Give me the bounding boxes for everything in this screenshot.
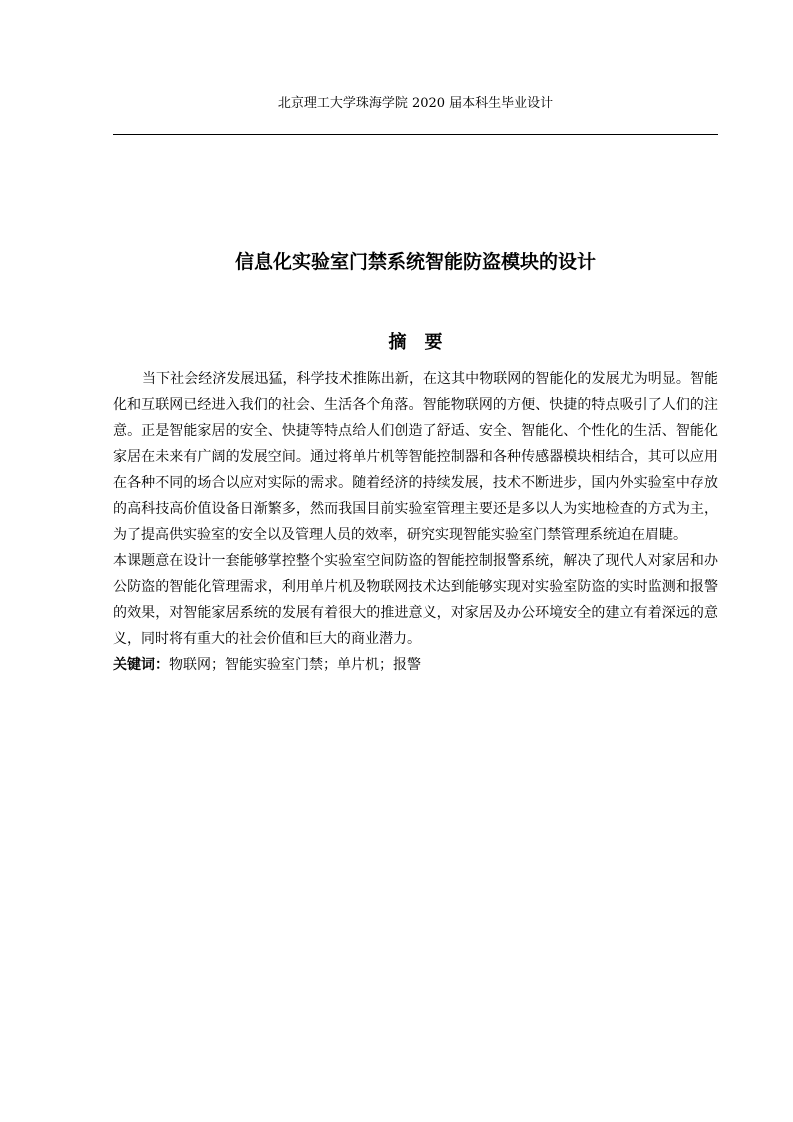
keywords-label: 关键词： [113,657,169,673]
abstract-paragraph-1: 当下社会经济发展迅猛，科学技术推陈出新，在这其中物联网的智能化的发展尤为明显。智能化和互联网已经进入我们的社会、生活各个角落。智能物联网的方便、快捷的特点吸引了人们的注意。正是智能家居的安全、快捷等特点给人们创造了舒适、安全、智能化、个性化的生活、智能化家居在未来有广阔的发展空间。通过将单片机等智能控制器和各种传感器模块相结合，其可以应用在各种不同的场合以应对实际的需求。随着经济的持续发展，技术不断进步，国内外实验室中存放的高科技高价值设备日渐繁多，然而我国目前实验室管理主要还是多以人为实地检查的方式为主，为了提高供实验室的安全以及管理人员的效率，研究实现智能实验室门禁管理系统迫在眉睫。 [113,371,718,543]
thesis-title: 信息化实验室门禁系统智能防盗模块的设计 [234,251,596,273]
abstract-paragraph-2: 本课题意在设计一套能够掌控整个实验室空间防盗的智能控制报警系统，解决了现代人对家居和办公防盗的智能化管理需求，利用单片机及物联网技术达到能够实现对实验室防盗的实时监测和报警的效果，对智能家居系统的发展有着很大的推进意义，对家居及办公环境安全的建立有着深远的意义，同时将有重大的社会价值和巨大的商业潜力。 [113,553,718,647]
keywords-text: 物联网；智能实验室门禁；单片机；报警 [169,657,421,673]
abstract-heading: 摘要 [388,332,461,353]
abstract-body [113,366,718,678]
keywords-line [113,652,718,678]
header-rule [113,134,718,135]
running-header: 北京理工大学珠海学院 2020 届本科生毕业设计 [277,96,554,111]
